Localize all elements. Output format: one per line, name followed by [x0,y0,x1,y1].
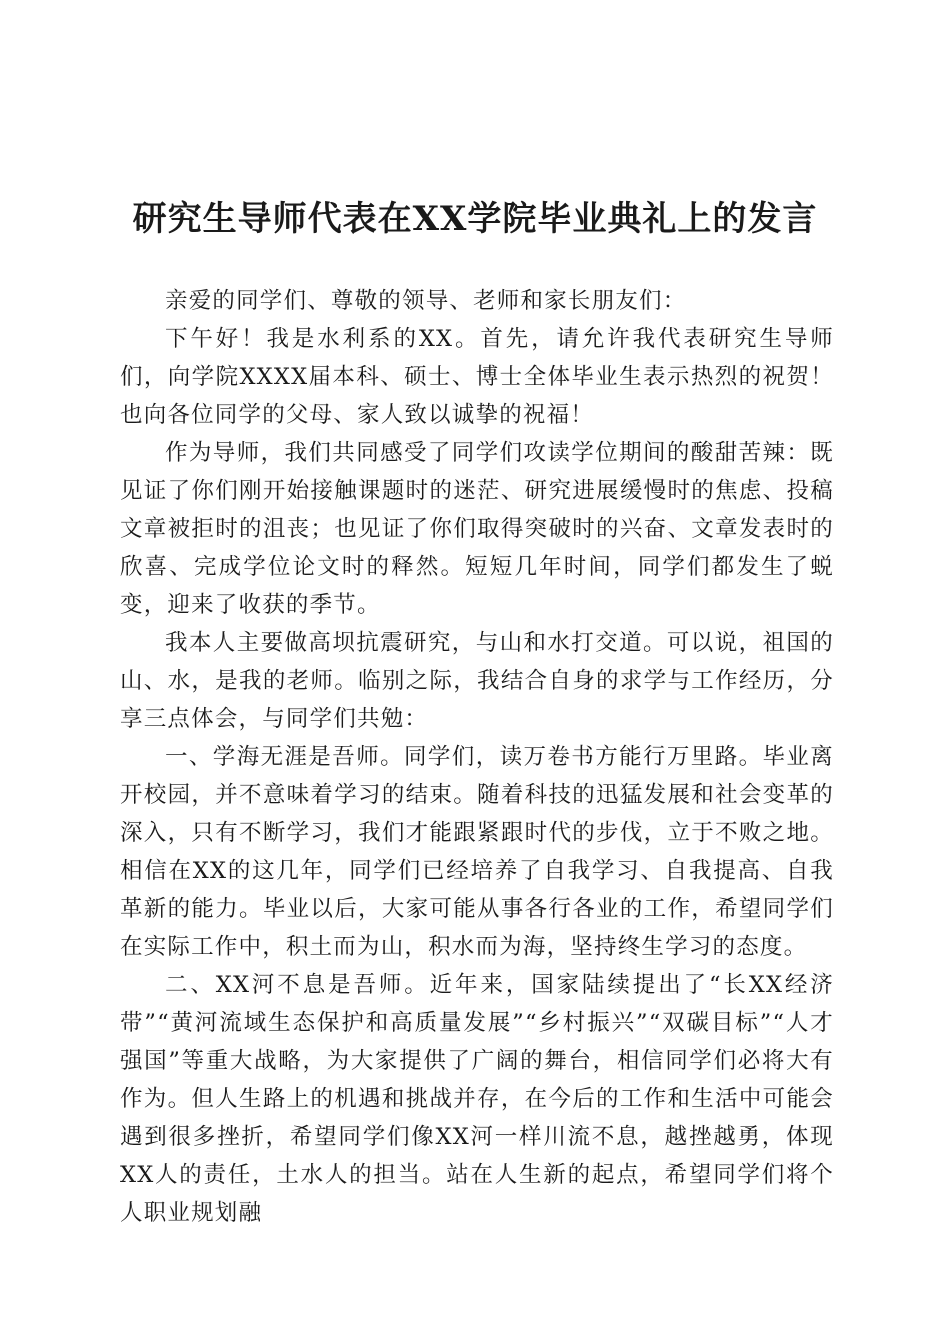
introduction-paragraph: 我本人主要做高坝抗震研究，与山和水打交道。可以说，祖国的山、水，是我的老师。临别之际，我结合自身的求学与工作经历，分享三点体会，与同学们共勉： [120,630,834,732]
point-one-paragraph: 一、学海无涯是吾师。同学们，读万卷书方能行万里路。毕业离开校园，并不意味着学习的结束。随着科技的迅猛发展和社会变革的深入，只有不断学习，我们才能跟紧跟时代的步伐，立于不败之地。相信在XX的这几年，同学们已经培养了自我学习、自我提高、自我革新的能力。毕业以后，大家可能从事各行各业的工作，希望同学们在实际工作中，积土而为山，积水而为海，坚持终生学习的态度。 [120,744,834,960]
greeting-paragraph: 下午好！我是水利系的XX。首先，请允许我代表研究生导师们，向学院XXXX届本科、硕士、博士全体毕业生表示热烈的祝贺！也向各位同学的父母、家人致以诚挚的祝福！ [120,326,834,428]
document-body [120,282,834,1232]
document-title: 研究生导师代表在XX学院毕业典礼上的发言 [132,199,818,239]
point-two-paragraph: 二、XX河不息是吾师。近年来，国家陆续提出了“长XX经济带”“黄河流域生态保护和高质量发展”“乡村振兴”“双碳目标”“人才强国”等重大战略，为大家提供了广阔的舞台，相信同学们必将大有作为。但人生路上的机遇和挑战并存，在今后的工作和生活中可能会遇到很多挫折，希望同学们像XX河一样川流不息，越挫越勇，体现XX人的责任，土水人的担当。站在人生新的起点，希望同学们将个人职业规划融 [120,972,834,1226]
reflection-paragraph: 作为导师，我们共同感受了同学们攻读学位期间的酸甜苦辣：既见证了你们刚开始接触课题时的迷茫、研究进展缓慢时的焦虑、投稿文章被拒时的沮丧；也见证了你们取得突破时的兴奋、文章发表时的欣喜、完成学位论文时的释然。短短几年时间，同学们都发生了蜕变，迎来了收获的季节。 [120,440,834,618]
salutation-paragraph: 亲爱的同学们、尊敬的领导、老师和家长朋友们： [165,288,687,314]
